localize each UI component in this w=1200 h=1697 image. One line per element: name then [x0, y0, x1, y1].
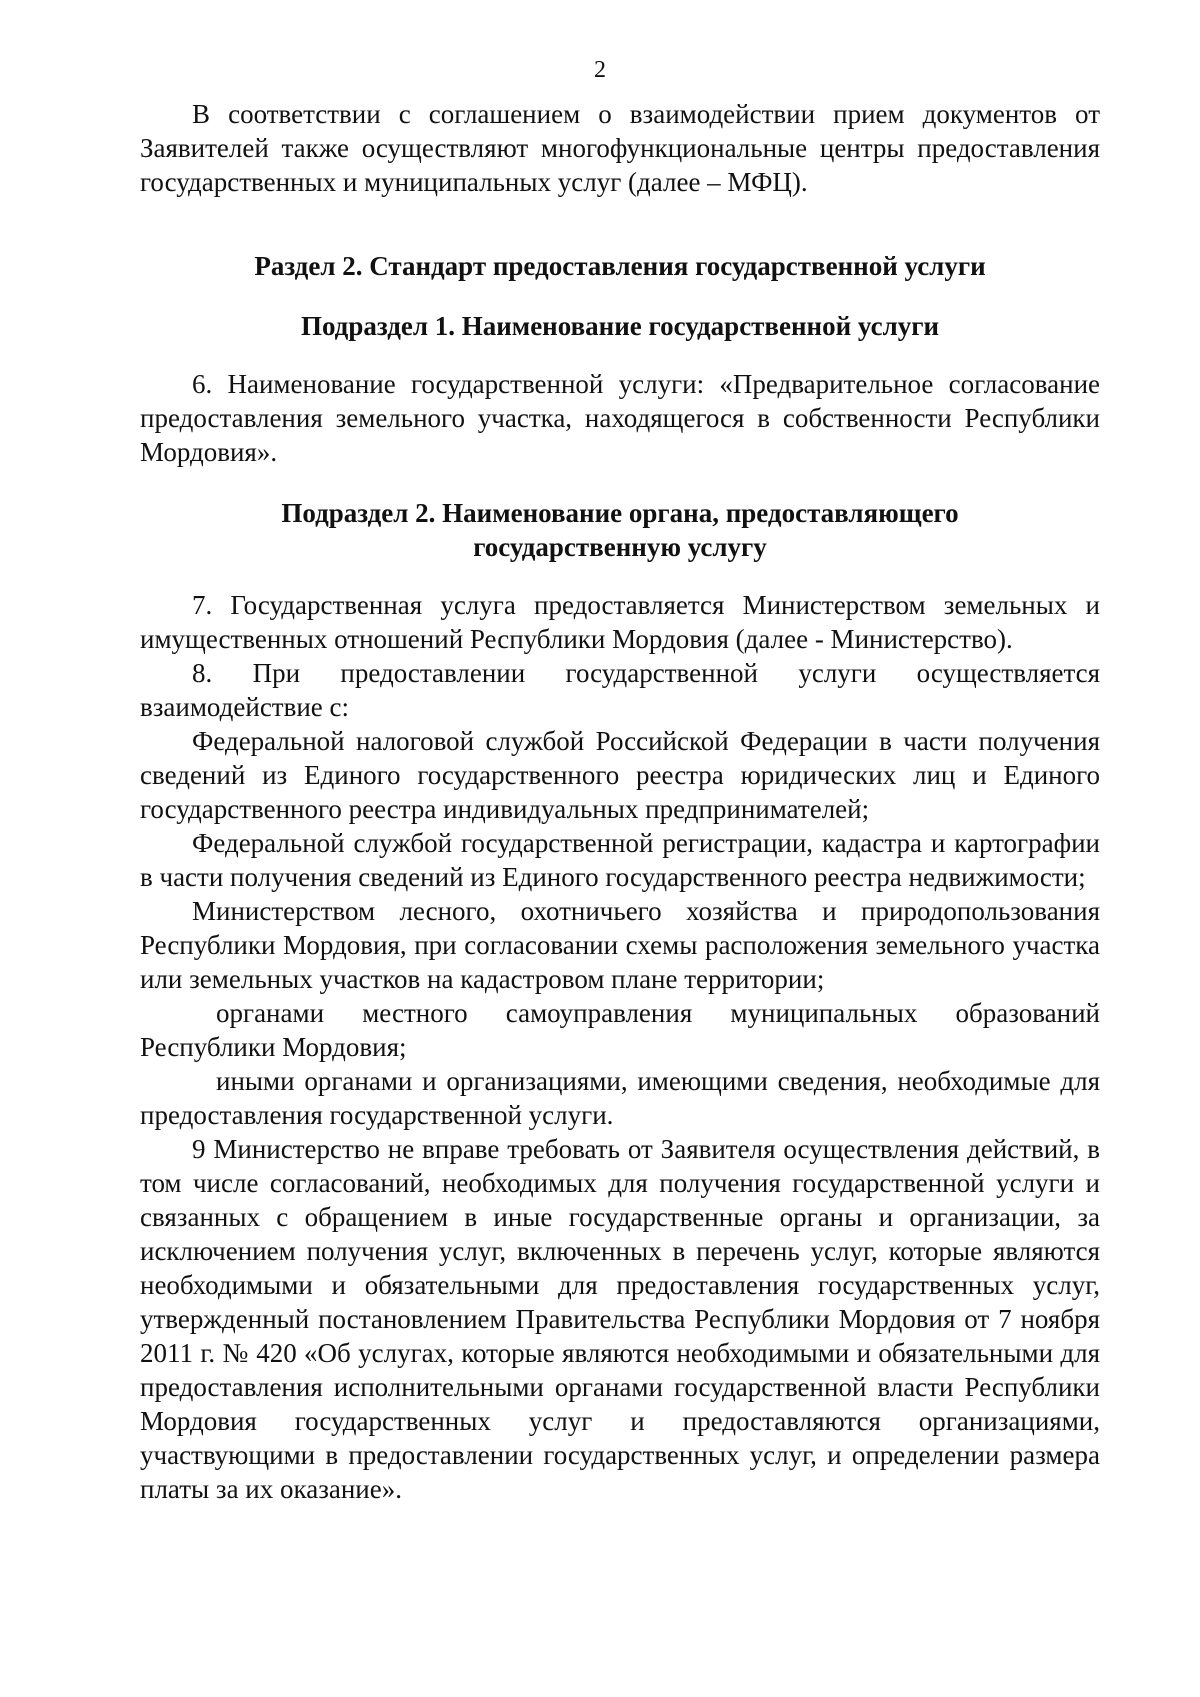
subsection-1-title: Подраздел 1. Наименование государственной услуги	[300, 311, 940, 341]
item-8-local: органами местного самоуправления муниципальных образований Республики Мордовия;	[140, 998, 1100, 1062]
subsection-2-title-line-2: государственную услугу	[473, 532, 767, 562]
item-8-minles: Министерством лесного, охотничьего хозяйства и природопользования Республики Мордовия, при согласовании схемы расположения земельного участка или земельных участков на кадастровом плане территории;	[140, 896, 1100, 994]
document-body	[140, 97, 1100, 1506]
item-6-paragraph: 6. Наименование государственной услуги: «Предварительное согласование предоставления земельного участка, находящегося в собственности Республики Мордовия».	[140, 369, 1100, 467]
subsection-2-title-line-1: Подраздел 2. Наименование органа, предоставляющего	[281, 498, 959, 528]
item-9-paragraph: 9 Министерство не вправе требовать от Заявителя осуществления действий, в том числе согласований, необходимых для получения государственной услуги и связанных с обращением в иные государственные органы и организации, за исключением получения услуг, включенных в перечень услуг, которые являются необходимыми и обязательными для предоставления государственных услуг, утвержденный постановлением Правительства Республики Мордовия от 7 ноября 2011 г. № 420 «Об услугах, которые являются необходимыми и обязательными для предоставления исполнительными органами государственной власти Республики Мордовия государственных услуг и предоставляются организациями, участвующими в предоставлении государственных услуг, и определении размера платы за их оказание».	[140, 1134, 1100, 1504]
item-8-fns: Федеральной налоговой службой Российской Федерации в части получения сведений из Единого государственного реестра юридических лиц и Единого государственного реестра индивидуальных предпринимателей;	[140, 726, 1100, 824]
page-number: 2	[594, 57, 606, 83]
item-8-other: иными органами и организациями, имеющими сведения, необходимые для предоставления государственной услуги.	[140, 1066, 1100, 1130]
section-title: Раздел 2. Стандарт предоставления государственной услуги	[254, 251, 986, 281]
item-8-intro: 8. При предоставлении государственной услуги осуществляется взаимодействие с:	[140, 658, 1100, 722]
intro-paragraph: В соответствии с соглашением о взаимодействии прием документов от Заявителей также осуществляют многофункциональные центры предоставления государственных и муниципальных услуг (далее – МФЦ).	[140, 99, 1100, 197]
item-8-rosreestr: Федеральной службой государственной регистрации, кадастра и картографии в части получения сведений из Единого государственного реестра недвижимости;	[140, 828, 1100, 892]
item-7-paragraph: 7. Государственная услуга предоставляется Министерством земельных и имущественных отношений Республики Мордовия (далее - Министерство).	[140, 590, 1100, 654]
